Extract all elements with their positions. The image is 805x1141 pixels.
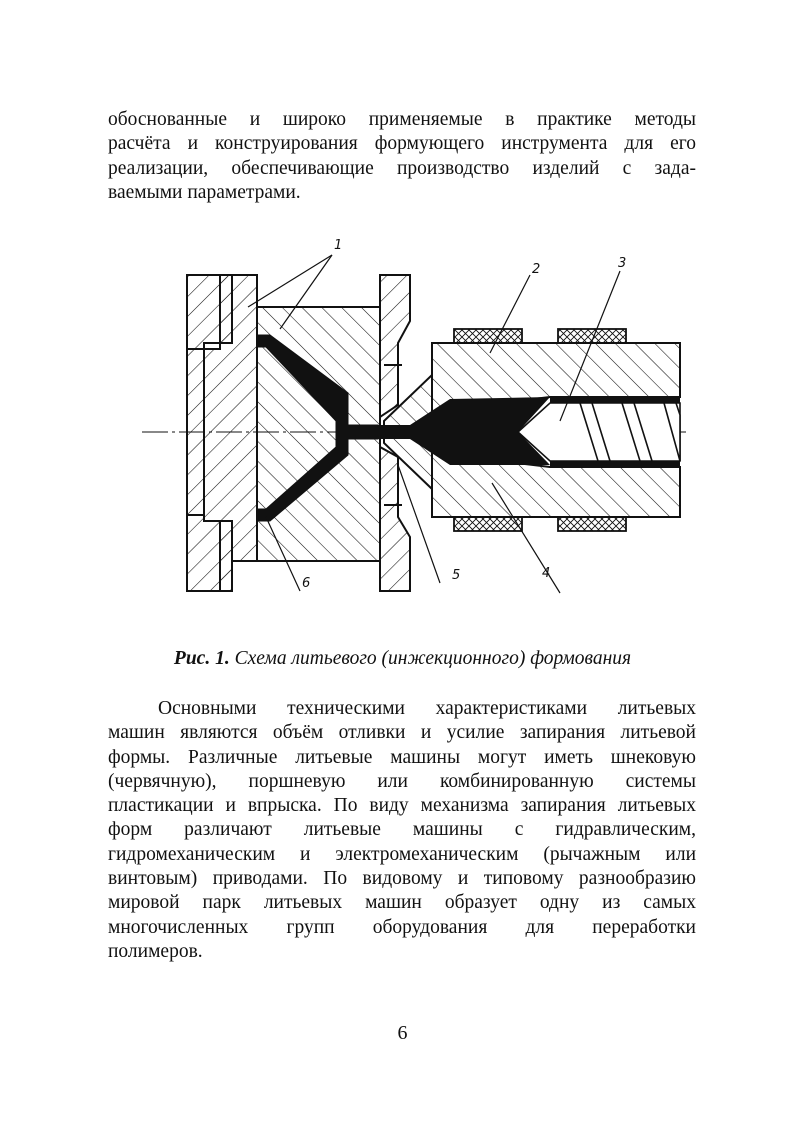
text-line: расчёта и конструирования формующего инструмента для его	[108, 133, 696, 155]
text-line: ваемыми параметрами.	[108, 181, 301, 203]
injection-molding-diagram	[140, 225, 690, 615]
text-line: мировой парк литьевых машин образует одну из самых	[108, 892, 696, 914]
text-line: реализации, обеспечивающие производство изделий с зада-	[108, 157, 696, 179]
heater-band	[454, 517, 522, 531]
heater-band	[558, 517, 626, 531]
text-line: гидромеханическим и электромеханическим (рычажным или	[108, 843, 696, 865]
page-number: 6	[397, 1022, 408, 1044]
text-line: формы. Различные литьевые машины могут иметь шнековую	[108, 746, 696, 768]
heater-band	[454, 329, 522, 343]
text-line: Основными техническими характеристиками литьевых	[158, 698, 696, 719]
text-line: полимеров.	[108, 940, 203, 962]
label-6: 6	[302, 576, 311, 591]
figure-number: Рис. 1.	[173, 648, 230, 669]
text-line: машин являются объём отливки и усилие запирания литьевой	[108, 722, 696, 744]
label-1: 1	[334, 238, 343, 253]
figure-caption	[0, 648, 805, 670]
text-line: многочисленных групп оборудования для переработки	[108, 916, 696, 938]
text-line: форм различают литьевые машины с гидравлическим,	[108, 819, 696, 841]
label-2: 2	[532, 262, 541, 277]
label-5: 5	[452, 568, 461, 583]
label-3: 3	[618, 256, 627, 271]
paragraph-2	[108, 697, 696, 964]
text-line: пластикации и впрыска. По виду механизма запирания литьевых	[108, 795, 696, 817]
label-4: 4	[542, 566, 551, 581]
text-line: обоснованные и широко применяемые в практике методы	[108, 109, 696, 130]
paragraph-1	[108, 108, 696, 205]
text-line: винтовым) приводами. По видовому и типовому разнообразию	[108, 868, 696, 890]
text-line: (червячную), поршневую или комбинированную системы	[108, 770, 696, 792]
figure-title: Схема литьевого (инжекционного) формования	[234, 648, 632, 669]
